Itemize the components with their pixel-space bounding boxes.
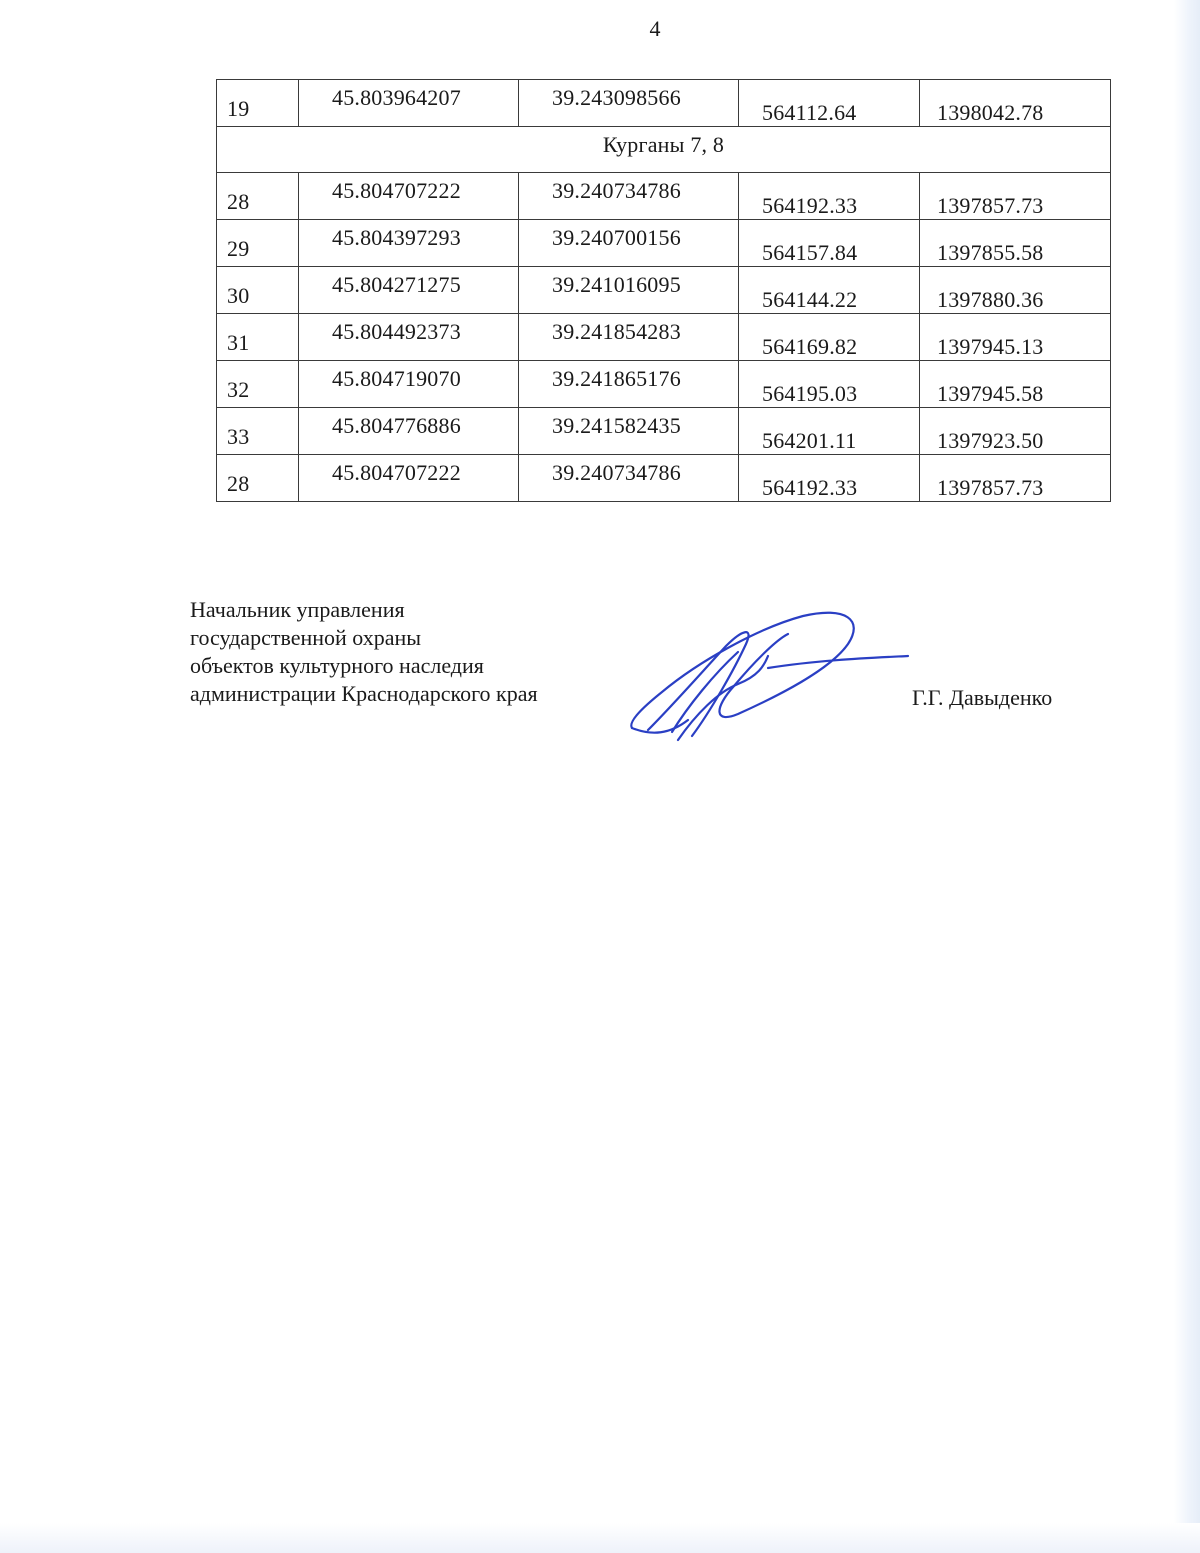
signature-stroke: [648, 632, 749, 736]
x-coordinate-cell: 564192.33: [739, 173, 920, 220]
table-row: [217, 314, 1111, 361]
point-number: 33: [217, 408, 299, 455]
table-row: [217, 173, 1111, 220]
table-row: [217, 220, 1111, 267]
signatory-title-line: государственной охраны: [190, 625, 422, 650]
y-coordinate-cell: 1397855.58: [920, 220, 1111, 267]
signatory-title-line: администрации Краснодарского края: [190, 681, 538, 706]
longitude-cell: 39.243098566: [519, 80, 739, 127]
section-title: Курганы 7, 8: [217, 127, 1111, 173]
longitude-cell: 39.240700156: [519, 220, 739, 267]
signatory-title-line: объектов культурного наследия: [190, 653, 484, 678]
longitude-cell: 39.241854283: [519, 314, 739, 361]
latitude-cell: 45.804492373: [299, 314, 519, 361]
signer-name: Г.Г. Давыденко: [912, 685, 1053, 710]
x-coordinate-cell: 564169.82: [739, 314, 920, 361]
point-number: 28: [217, 173, 299, 220]
point-number: 30: [217, 267, 299, 314]
y-coordinate-cell: 1397923.50: [920, 408, 1111, 455]
scan-edge-shadow: [0, 1523, 1200, 1553]
latitude-cell: 45.804271275: [299, 267, 519, 314]
x-coordinate-cell: 564112.64: [739, 80, 920, 127]
latitude-cell: 45.803964207: [299, 80, 519, 127]
longitude-cell: 39.241865176: [519, 361, 739, 408]
longitude-cell: 39.241582435: [519, 408, 739, 455]
x-coordinate-cell: 564144.22: [739, 267, 920, 314]
point-number: 28: [217, 455, 299, 502]
signature-stroke: [768, 656, 908, 668]
y-coordinate-cell: 1397945.58: [920, 361, 1111, 408]
point-number: 19: [217, 80, 299, 127]
point-number: 32: [217, 361, 299, 408]
latitude-cell: 45.804719070: [299, 361, 519, 408]
y-coordinate-cell: 1397945.13: [920, 314, 1111, 361]
longitude-cell: 39.240734786: [519, 173, 739, 220]
x-coordinate-cell: 564192.33: [739, 455, 920, 502]
section-row: [217, 127, 1111, 173]
latitude-cell: 45.804707222: [299, 173, 519, 220]
longitude-cell: 39.241016095: [519, 267, 739, 314]
latitude-cell: 45.804397293: [299, 220, 519, 267]
longitude-cell: 39.240734786: [519, 455, 739, 502]
coordinates-table: [216, 79, 1111, 502]
table-row: [217, 408, 1111, 455]
table-row: [217, 267, 1111, 314]
handwritten-signature: [618, 600, 918, 745]
x-coordinate-cell: 564157.84: [739, 220, 920, 267]
y-coordinate-cell: 1398042.78: [920, 80, 1111, 127]
scan-edge-shadow: [1174, 0, 1200, 1553]
signature-stroke: [631, 613, 853, 728]
y-coordinate-cell: 1397880.36: [920, 267, 1111, 314]
table-row: [217, 361, 1111, 408]
signatory-title-line: Начальник управления: [190, 597, 405, 622]
latitude-cell: 45.804776886: [299, 408, 519, 455]
point-number: 29: [217, 220, 299, 267]
table-row: [217, 80, 1111, 127]
signature-stroke: [678, 656, 768, 740]
x-coordinate-cell: 564201.11: [739, 408, 920, 455]
x-coordinate-cell: 564195.03: [739, 361, 920, 408]
latitude-cell: 45.804707222: [299, 455, 519, 502]
point-number: 31: [217, 314, 299, 361]
table-row: [217, 455, 1111, 502]
page-number: 4: [649, 16, 661, 41]
y-coordinate-cell: 1397857.73: [920, 455, 1111, 502]
signatory-title: [190, 596, 538, 708]
y-coordinate-cell: 1397857.73: [920, 173, 1111, 220]
